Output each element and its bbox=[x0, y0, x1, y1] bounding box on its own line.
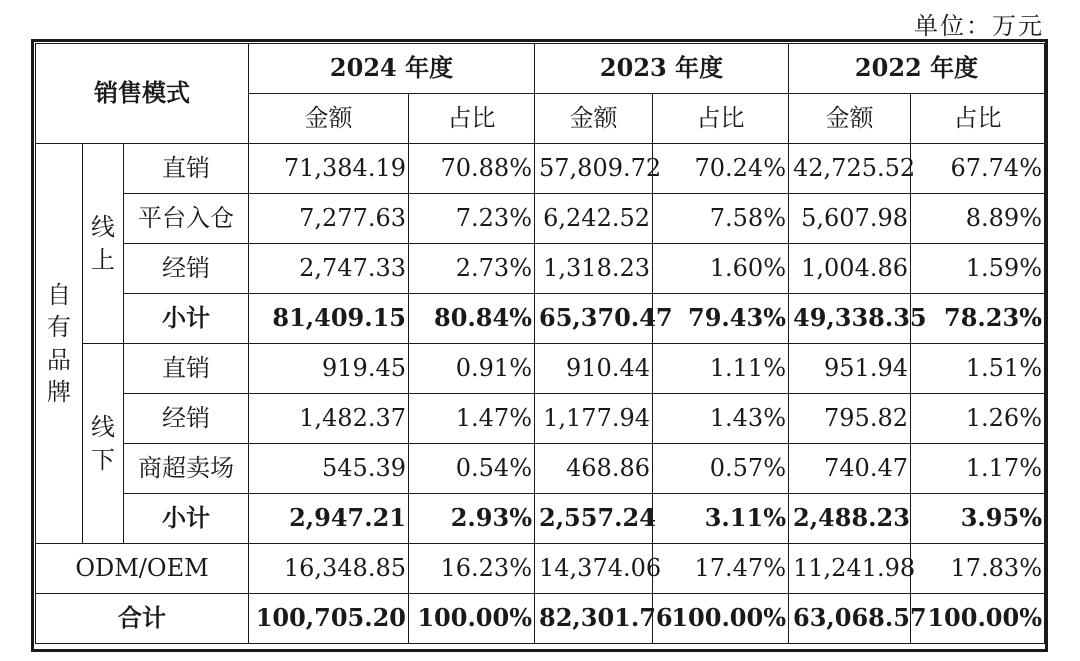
amount-cell: 63,068.57 bbox=[789, 594, 911, 644]
group-online-label: 线上 bbox=[91, 213, 115, 274]
header-sales-mode: 销售模式 bbox=[36, 44, 249, 144]
table-row bbox=[36, 144, 1045, 194]
ratio-cell: 78.23% bbox=[911, 294, 1045, 344]
ratio-cell: 70.88% bbox=[409, 144, 535, 194]
amount-cell: 71,384.19 bbox=[249, 144, 409, 194]
subtotal-row bbox=[36, 294, 1045, 344]
amount-cell: 919.45 bbox=[249, 344, 409, 394]
amount-cell: 57,809.72 bbox=[535, 144, 653, 194]
amount-cell: 1,004.86 bbox=[789, 244, 911, 294]
amount-cell: 11,241.98 bbox=[789, 544, 911, 594]
row-label: 直销 bbox=[124, 344, 249, 394]
amount-cell: 545.39 bbox=[249, 444, 409, 494]
amount-cell: 951.94 bbox=[789, 344, 911, 394]
group-online bbox=[83, 144, 124, 344]
ratio-cell: 1.47% bbox=[409, 394, 535, 444]
amount-cell: 16,348.85 bbox=[249, 544, 409, 594]
row-label: 直销 bbox=[124, 144, 249, 194]
ratio-cell: 1.11% bbox=[653, 344, 789, 394]
amount-cell: 795.82 bbox=[789, 394, 911, 444]
amount-cell: 2,488.23 bbox=[789, 494, 911, 544]
amount-cell: 82,301.76 bbox=[535, 594, 653, 644]
ratio-cell: 3.11% bbox=[653, 494, 789, 544]
amount-cell: 468.86 bbox=[535, 444, 653, 494]
amount-cell: 2,747.33 bbox=[249, 244, 409, 294]
header-ratio: 占比 bbox=[653, 94, 789, 144]
amount-cell: 1,318.23 bbox=[535, 244, 653, 294]
table-row bbox=[36, 394, 1045, 444]
ratio-cell: 1.51% bbox=[911, 344, 1045, 394]
amount-cell: 49,338.35 bbox=[789, 294, 911, 344]
amount-cell: 740.47 bbox=[789, 444, 911, 494]
unit-label: 单位：万元 bbox=[914, 12, 1044, 40]
amount-cell: 5,607.98 bbox=[789, 194, 911, 244]
ratio-cell: 0.57% bbox=[653, 444, 789, 494]
amount-cell: 1,482.37 bbox=[249, 394, 409, 444]
table-row bbox=[36, 344, 1045, 394]
row-label: 小计 bbox=[124, 494, 249, 544]
ratio-cell: 1.43% bbox=[653, 394, 789, 444]
header-year-2022: 2022 年度 bbox=[789, 44, 1045, 94]
amount-cell: 65,370.47 bbox=[535, 294, 653, 344]
header-amount: 金额 bbox=[789, 94, 911, 144]
ratio-cell: 79.43% bbox=[653, 294, 789, 344]
row-label: 经销 bbox=[124, 244, 249, 294]
ratio-cell: 0.54% bbox=[409, 444, 535, 494]
ratio-cell: 80.84% bbox=[409, 294, 535, 344]
amount-cell: 2,557.24 bbox=[535, 494, 653, 544]
ratio-cell: 0.91% bbox=[409, 344, 535, 394]
ratio-cell: 70.24% bbox=[653, 144, 789, 194]
group-own-brand bbox=[36, 144, 83, 544]
table-row bbox=[36, 444, 1045, 494]
table-row bbox=[36, 194, 1045, 244]
subtotal-row bbox=[36, 494, 1045, 544]
row-label: ODM/OEM bbox=[36, 544, 249, 594]
table-row bbox=[36, 244, 1045, 294]
ratio-cell: 17.47% bbox=[653, 544, 789, 594]
header-ratio: 占比 bbox=[911, 94, 1045, 144]
header-amount: 金额 bbox=[535, 94, 653, 144]
ratio-cell: 3.95% bbox=[911, 494, 1045, 544]
sales-mode-table bbox=[35, 43, 1045, 644]
amount-cell: 7,277.63 bbox=[249, 194, 409, 244]
amount-cell: 910.44 bbox=[535, 344, 653, 394]
ratio-cell: 2.93% bbox=[409, 494, 535, 544]
header-amount: 金额 bbox=[249, 94, 409, 144]
amount-cell: 81,409.15 bbox=[249, 294, 409, 344]
header-year-2023: 2023 年度 bbox=[535, 44, 789, 94]
ratio-cell: 2.73% bbox=[409, 244, 535, 294]
ratio-cell: 100.00% bbox=[653, 594, 789, 644]
amount-cell: 1,177.94 bbox=[535, 394, 653, 444]
ratio-cell: 100.00% bbox=[409, 594, 535, 644]
header-ratio: 占比 bbox=[409, 94, 535, 144]
row-label: 经销 bbox=[124, 394, 249, 444]
ratio-cell: 7.23% bbox=[409, 194, 535, 244]
header-row-years bbox=[36, 44, 1045, 94]
row-label: 合计 bbox=[36, 594, 249, 644]
amount-cell: 6,242.52 bbox=[535, 194, 653, 244]
amount-cell: 14,374.06 bbox=[535, 544, 653, 594]
ratio-cell: 17.83% bbox=[911, 544, 1045, 594]
group-offline-label: 线下 bbox=[91, 413, 115, 474]
ratio-cell: 16.23% bbox=[409, 544, 535, 594]
ratio-cell: 100.00% bbox=[911, 594, 1045, 644]
ratio-cell: 1.26% bbox=[911, 394, 1045, 444]
row-label: 商超卖场 bbox=[124, 444, 249, 494]
amount-cell: 42,725.52 bbox=[789, 144, 911, 194]
group-own-brand-label: 自有品牌 bbox=[47, 280, 71, 406]
ratio-cell: 1.60% bbox=[653, 244, 789, 294]
total-row bbox=[36, 594, 1045, 644]
row-label: 平台入仓 bbox=[124, 194, 249, 244]
group-offline bbox=[83, 344, 124, 544]
ratio-cell: 1.59% bbox=[911, 244, 1045, 294]
ratio-cell: 67.74% bbox=[911, 144, 1045, 194]
table-row bbox=[36, 544, 1045, 594]
ratio-cell: 7.58% bbox=[653, 194, 789, 244]
ratio-cell: 1.17% bbox=[911, 444, 1045, 494]
amount-cell: 2,947.21 bbox=[249, 494, 409, 544]
ratio-cell: 8.89% bbox=[911, 194, 1045, 244]
row-label: 小计 bbox=[124, 294, 249, 344]
amount-cell: 100,705.20 bbox=[249, 594, 409, 644]
header-year-2024: 2024 年度 bbox=[249, 44, 535, 94]
